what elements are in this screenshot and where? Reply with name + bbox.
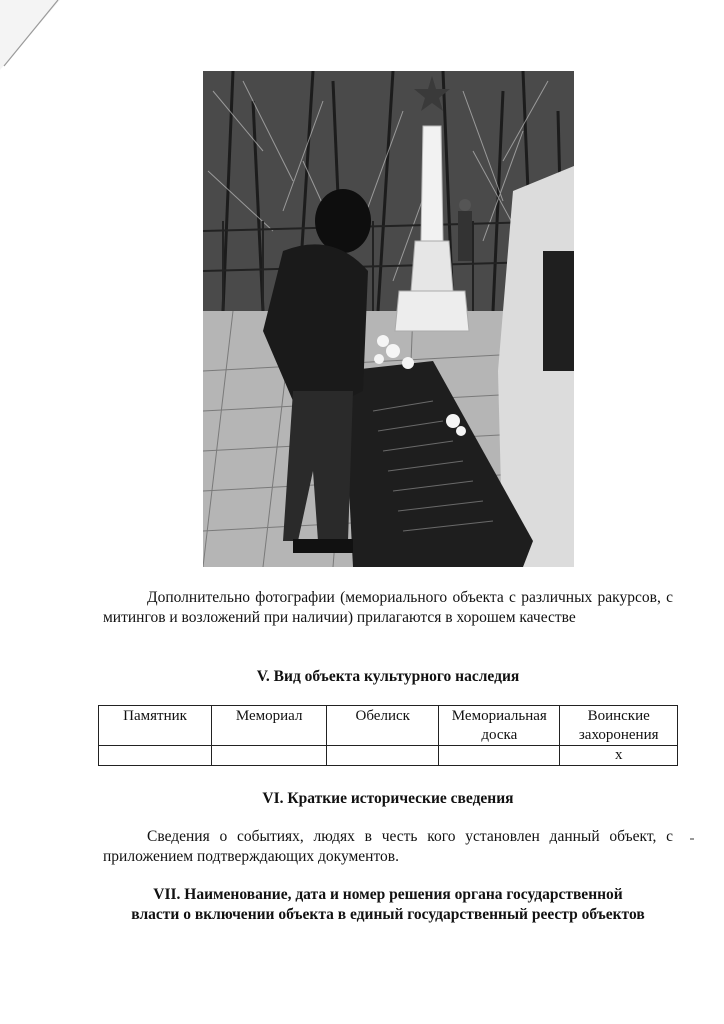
- scan-artifact: [690, 838, 694, 840]
- historical-info-text: Сведения о событиях, людях в честь кого установлен данный объект, с приложением подтверждающих документов.: [103, 828, 673, 865]
- heritage-type-table: [98, 705, 678, 766]
- photos-note: Дополнительно фотографии (мемориального объекта с различных ракурсов, с митингов и возложений при наличии) прилагаются в хорошем качестве: [103, 589, 673, 626]
- mark-military-burials: х: [560, 746, 678, 766]
- section-6-title: VI. Краткие исторические сведения: [262, 790, 514, 807]
- header-memorial-plaque: Мемориальная доска: [439, 706, 560, 746]
- header-military-burials: Воинские захоронения: [560, 706, 678, 746]
- table-row: [99, 746, 678, 766]
- memorial-photo: [203, 71, 574, 567]
- mark-obelisk: [327, 746, 439, 766]
- section-5-title: V. Вид объекта культурного наследия: [256, 668, 520, 685]
- mark-memorial: [212, 746, 327, 766]
- section-7-title-line-2: власти о включении объекта в единый государственный реестр объектов: [131, 906, 645, 923]
- page-corner-fold: [0, 0, 60, 70]
- mark-memorial-plaque: [439, 746, 560, 766]
- table-row: [99, 706, 678, 746]
- header-memorial: Мемориал: [212, 706, 327, 746]
- mark-monument: [99, 746, 212, 766]
- section-7-title: [103, 885, 673, 925]
- header-obelisk: Обелиск: [327, 706, 439, 746]
- section-7-title-line-1: VII. Наименование, дата и номер решения органа государственной: [153, 886, 623, 903]
- header-monument: Памятник: [99, 706, 212, 746]
